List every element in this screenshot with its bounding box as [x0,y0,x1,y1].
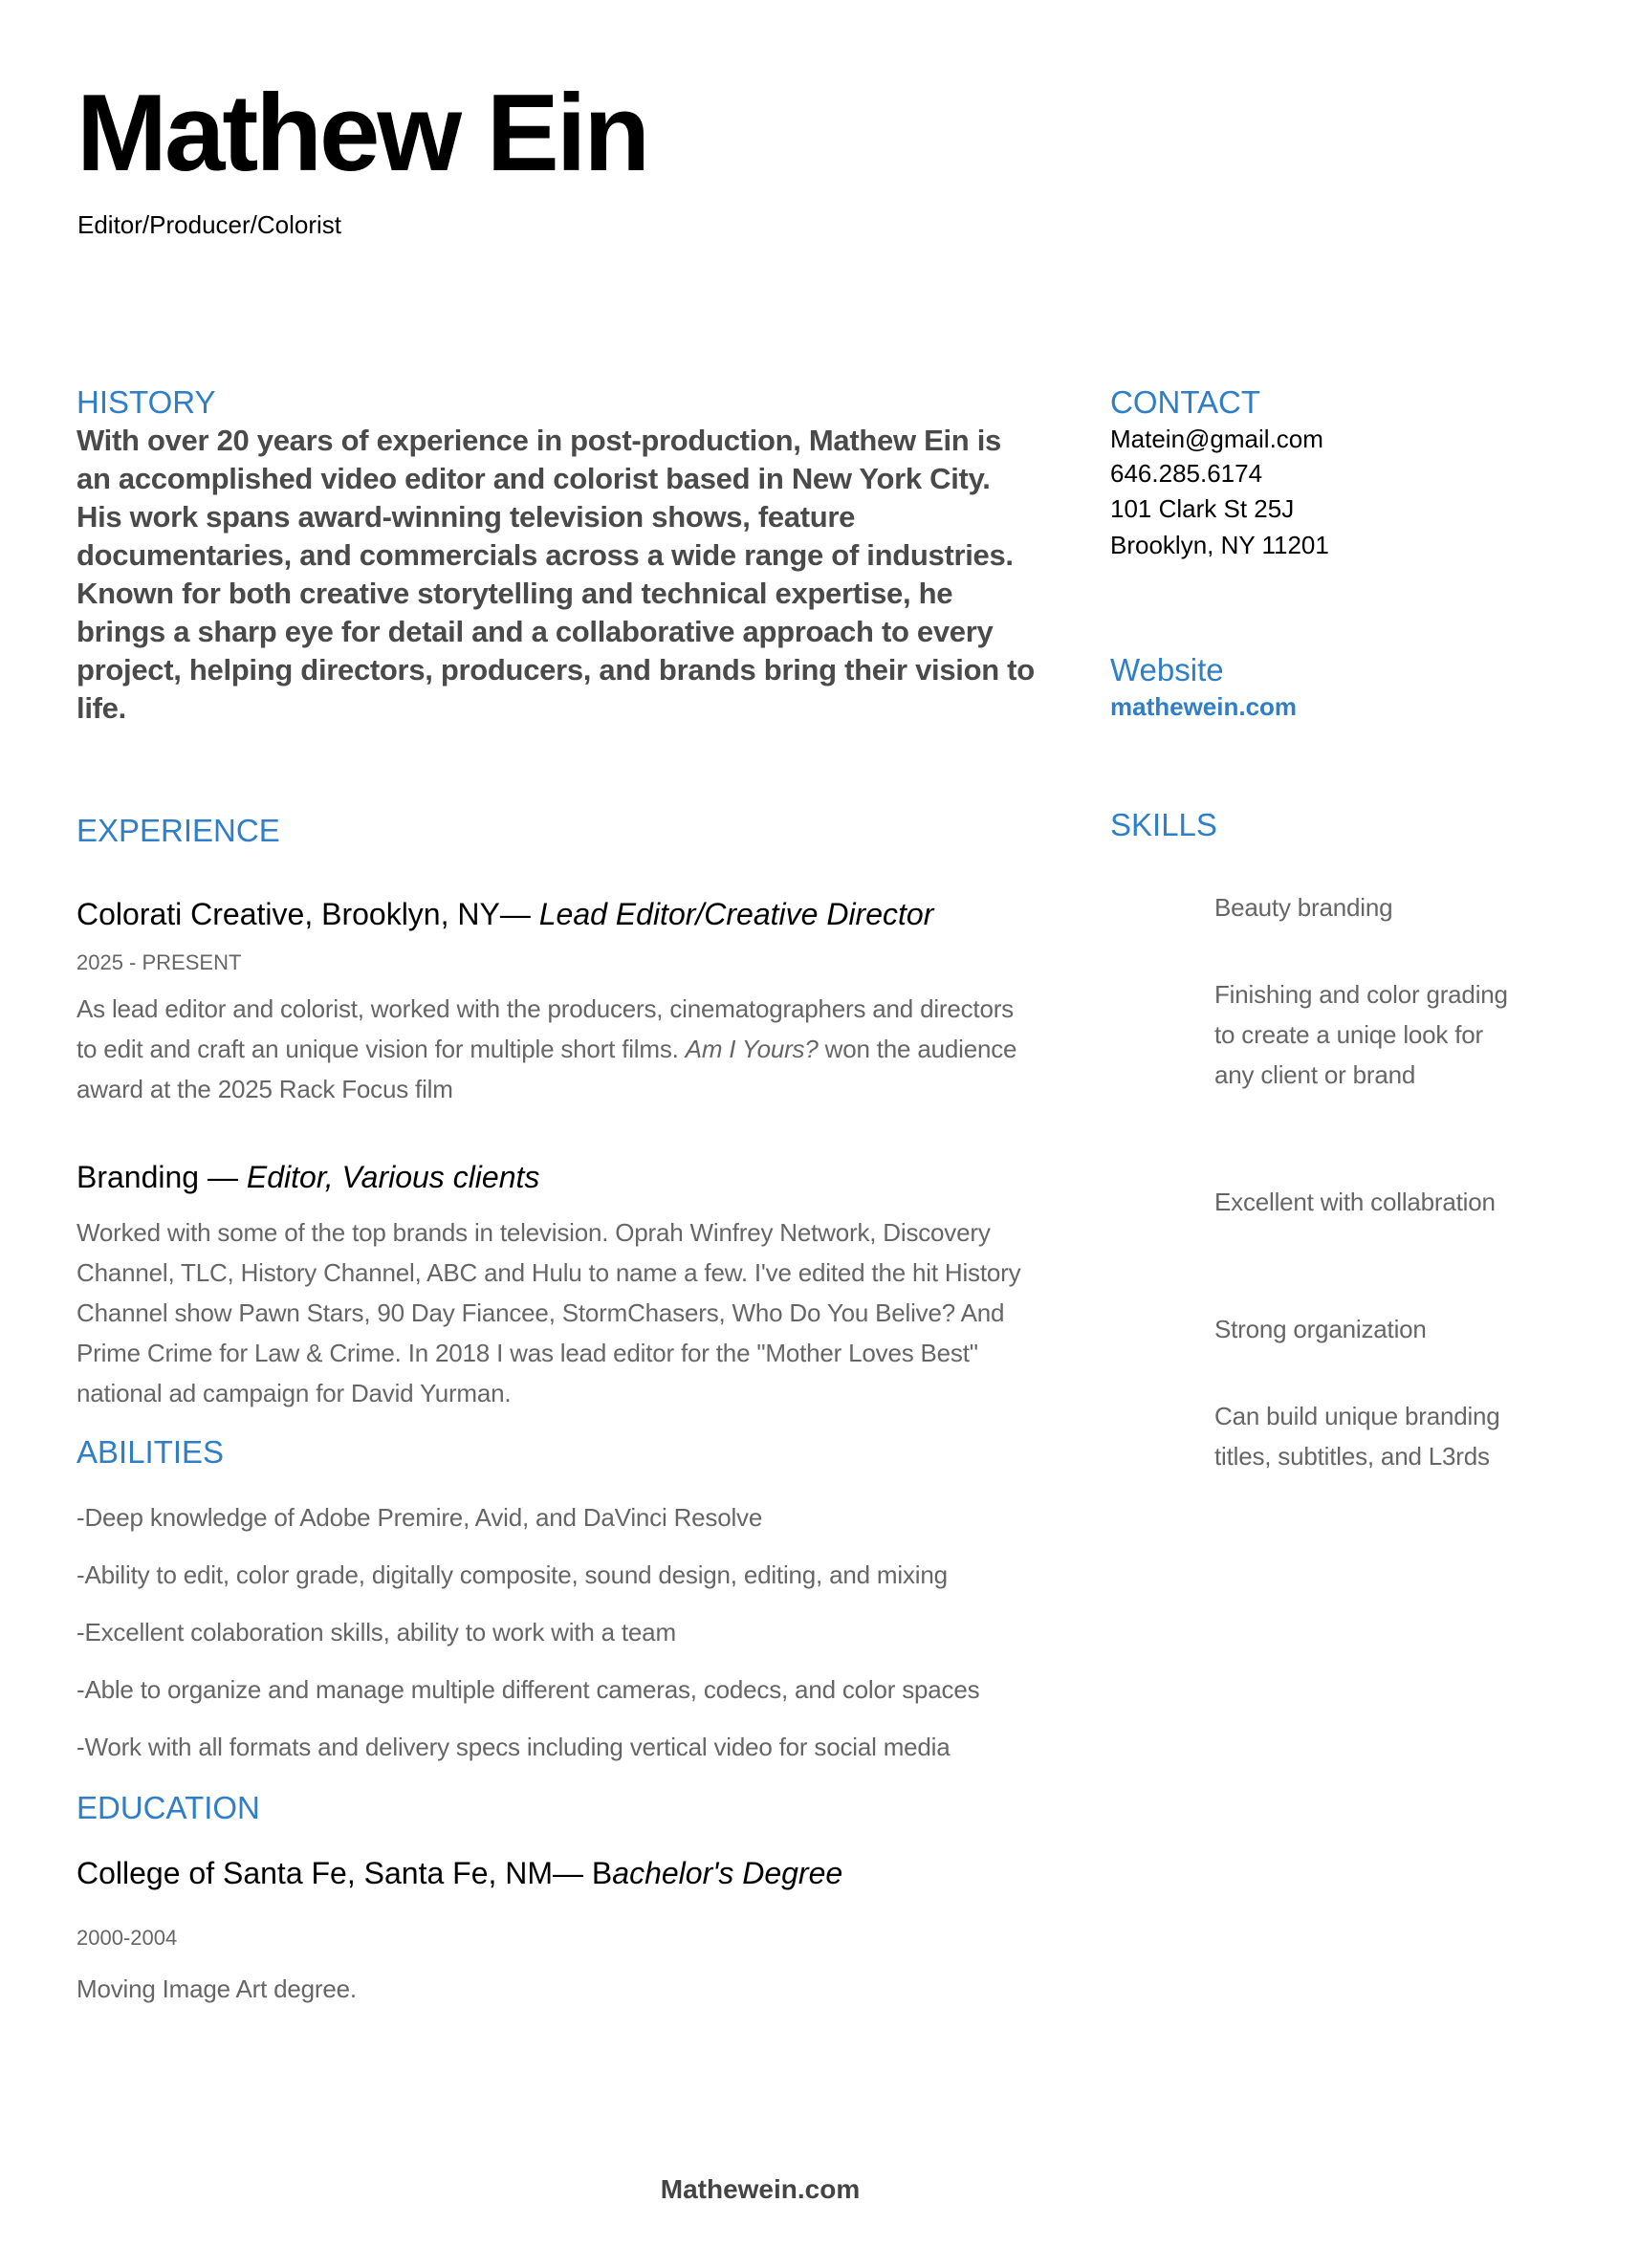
education-dates: 2000-2004 [76,1926,178,1950]
education-heading: EDUCATION [76,1790,260,1825]
job-description-branding: Worked with some of the top brands in television. Oprah Winfrey Network, Discovery Channel, TLC, History Channel, ABC and Hulu to name a few. I've edited the hit History Channel show Pawn Stars, 90 Day Fiancee, StormChasers, Who Do You Belive? And Prime Crime for Law & Crime. In 2018 I was lead editor for the "Mother Loves Best" national ad campaign for David Yurman. [76,1218,1021,1407]
skill-item: Excellent with collabration [1214,1188,1496,1216]
ability-item: -Ability to edit, color grade, digitally composite, sound design, editing, and mixing [76,1560,948,1589]
job-org: Branding [76,1160,200,1194]
history-heading: HISTORY [76,384,216,420]
job-separator: — [499,897,539,931]
history-body: With over 20 years of experience in post-production, Mathew Ein is an accomplished video editor and colorist based in New York City. His work spans award-winning television shows, feature documentaries, and commercials across a wide range of industries. Known for both creative storytelling and technical expertise, he brings a sharp eye for detail and a collaborative approach to every project, helping directors, producers, and brands bring their vision to life. [76,424,1035,725]
contact-email[interactable]: Matein@gmail.com [1110,425,1323,453]
job-title-branding [76,1158,539,1196]
skill-item: Finishing and color grading to create a uniqe look for any client or brand [1214,980,1508,1089]
ability-item: -Work with all formats and delivery specs including vertical video for social media [76,1733,951,1761]
job-title-colorati [76,895,933,933]
resume-name: Mathew Ein [76,73,648,194]
abilities-heading: ABILITIES [76,1434,225,1470]
website-link[interactable]: mathewein.com [1110,692,1298,721]
website-heading: Website [1110,652,1224,687]
skills-heading: SKILLS [1110,807,1217,842]
job-dates: 2025 - PRESENT [76,950,242,974]
footer-website[interactable]: Mathewein.com [660,2174,861,2204]
job-role: Lead Editor/Creative Director [538,897,934,931]
contact-phone[interactable]: 646.285.6174 [1110,459,1263,488]
skill-item: Beauty branding [1214,893,1393,922]
ability-item: -Deep knowledge of Adobe Premire, Avid, and DaVinci Resolve [76,1503,763,1532]
skill-item: Strong organization [1214,1315,1427,1343]
education-separator: — B [553,1856,613,1890]
contact-heading: CONTACT [1110,384,1261,420]
experience-heading: EXPERIENCE [76,813,280,848]
film-title: Am I Yours? [685,1035,819,1063]
ability-item: -Excellent colaboration skills, ability to work with a team [76,1618,676,1646]
school-name: College of Santa Fe, Santa Fe, NM [76,1856,554,1890]
job-separator: — [199,1160,247,1194]
contact-address-line2: Brooklyn, NY 11201 [1110,531,1329,559]
skill-item: Can build unique branding titles, subtitles, and L3rds [1214,1402,1500,1471]
education-description: Moving Image Art degree. [76,1974,357,2003]
degree-name: achelor's Degree [612,1856,843,1890]
contact-address-line1: 101 Clark St 25J [1110,494,1295,523]
resume-tagline: Editor/Producer/Colorist [77,210,341,239]
job-description-colorati [76,989,1023,1109]
job-org: Colorati Creative, Brooklyn, NY [76,897,500,931]
job-desc-text: won the audience award at the 2025 Rack Focus film [76,1035,1017,1103]
ability-item: -Able to organize and manage multiple different cameras, codecs, and color spaces [76,1675,980,1704]
job-desc-text: As lead editor and colorist, worked with the producers, cinematographers and directors to edit and craft an unique vision for multiple short films. [76,994,1014,1063]
education-title [76,1854,842,1892]
job-role: Editor, Various clients [246,1160,540,1194]
